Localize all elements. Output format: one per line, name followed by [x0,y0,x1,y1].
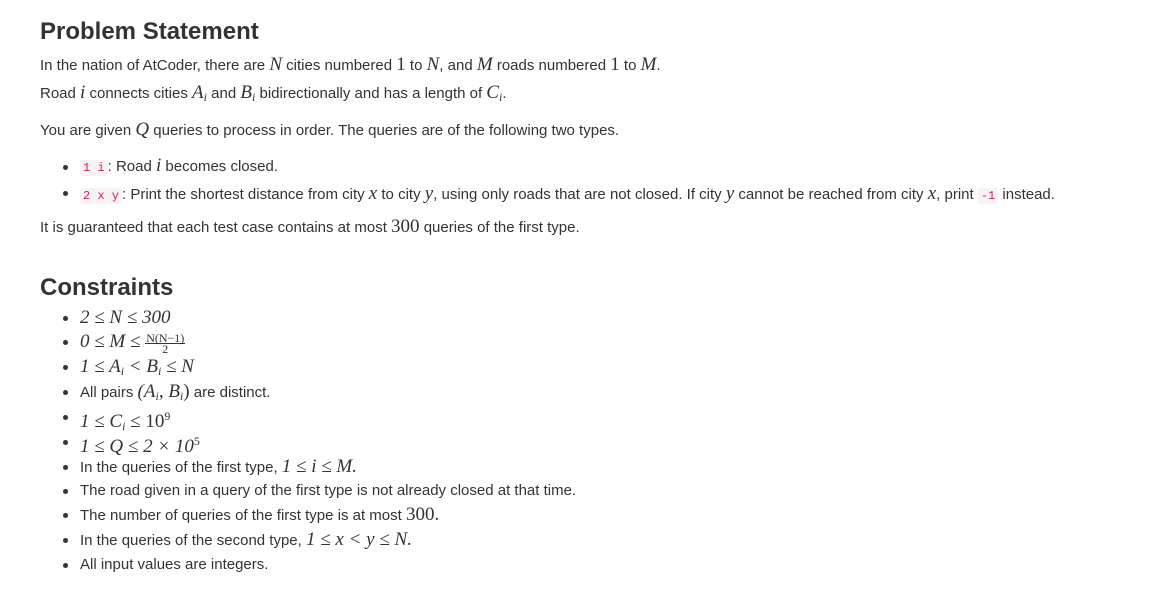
math-x: x [927,183,937,204]
text: It is guaranteed that each test case contains at most [40,219,392,236]
list-item [40,552,576,577]
text: are distinct. [189,384,271,401]
text: All pairs [80,384,138,401]
text: queries of the first type. [419,219,580,236]
text: The road given in a query of the first type is not already closed at that time. [80,482,577,499]
text: , using only roads that are not closed. If city [433,186,726,203]
list-item [40,379,576,404]
math-N: N [269,54,283,75]
math-pair: (A [137,381,156,402]
subscript-i: i [120,364,125,378]
code-snippet: 1 i [80,160,108,176]
math-C: C [486,82,499,103]
fraction [145,330,185,356]
math-A: A [192,82,204,103]
text: instead. [998,186,1055,203]
superscript: 5 [193,434,200,448]
math-constraint: ≤ N [161,356,194,377]
list-item [40,330,576,354]
math-constraint: 1 ≤ x < y ≤ N. [305,529,412,550]
math-Q: Q [135,119,150,140]
math-constraint: 1 ≤ A [80,356,121,377]
math-x: x [368,183,378,204]
text: . [502,85,507,102]
text: connects cities [85,85,193,102]
math-B: B [240,82,252,103]
math-300: 300 [391,216,420,237]
math-constraint: 0 ≤ M ≤ [80,331,146,352]
text: You are given [40,122,136,139]
text: queries to process in order. The queries are of the following two types. [149,122,620,139]
math-constraint: ≤ 10 [125,411,165,432]
code-snippet: 2 x y [80,188,122,204]
text: , print [936,186,978,203]
subscript-i: i [155,389,159,403]
math-constraint: 1 ≤ i ≤ M. [281,456,357,477]
math-1: 1 [610,54,620,75]
subscript-i: i [498,90,503,104]
subscript-i: i [157,364,162,378]
math-i: i [80,82,86,103]
code-snippet: -1 [978,188,998,204]
list-item [40,503,576,527]
text: cities numbered [282,57,397,74]
text: cannot be reached from city [734,186,928,203]
math-constraint: 1 ≤ Q ≤ 2 × 10 [80,436,194,457]
text: to city [377,186,425,203]
text: to [619,57,641,74]
math-constraint: < B [124,356,158,377]
subscript-i: i [179,389,184,403]
list-item [40,404,576,433]
fraction-denominator: 2 [162,341,169,356]
subscript-i: i [203,90,207,104]
text: Road [40,85,81,102]
constraints-list [40,306,576,577]
math-300: 300. [405,504,440,525]
math-i: i [155,155,162,176]
math-1: 1 [396,54,406,75]
list-item [40,454,576,479]
fraction-numerator: N(N−1) [146,330,185,345]
query-type-list [40,155,1055,205]
subscript-i: i [251,90,256,104]
superscript: 9 [164,409,171,423]
text: roads numbered [492,57,611,74]
math-M: M [476,54,493,75]
subscript-i: i [122,419,126,433]
math-pair: ) [183,381,190,402]
statement-paragraph-3 [40,119,619,141]
math-pair: , B [158,381,180,402]
list-item [40,354,576,379]
math-constraint: 2 ≤ N ≤ 300 [80,307,171,328]
text: : Print the shortest distance from city [122,186,369,203]
text: In the queries of the second type, [80,532,306,549]
math-y: y [725,183,735,204]
list-item [40,181,1055,205]
math-M: M [640,54,657,75]
text: and [206,85,241,102]
text: : Road [107,158,156,175]
statement-paragraph-2 [40,82,507,105]
list-item [40,429,576,457]
list-item [40,527,576,552]
text: becomes closed. [161,158,278,175]
text: In the nation of AtCoder, there are [40,57,270,74]
text: In the queries of the first type, [80,459,282,476]
text: , and [439,57,477,74]
math-N: N [426,54,440,75]
statement-paragraph-4 [40,216,580,238]
list-item [40,306,576,330]
constraints-heading: Constraints [40,274,174,301]
text: The number of queries of the first type is at most [80,507,406,524]
text: to [405,57,427,74]
list-item [40,479,576,503]
math-y: y [424,183,434,204]
text: bidirectionally and has a length of [255,85,487,102]
statement-paragraph-1 [40,54,661,76]
math-constraint: 1 ≤ C [80,411,123,432]
text: All input values are integers. [80,556,269,573]
problem-statement-heading: Problem Statement [40,18,259,45]
text: . [656,57,661,74]
list-item [40,155,1055,179]
